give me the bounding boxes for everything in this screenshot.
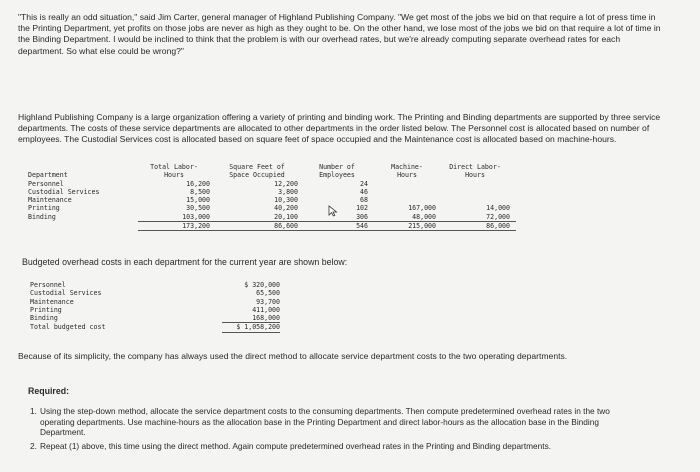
- row-label: Personnel: [28, 179, 64, 188]
- cost-row: [30, 314, 280, 323]
- cost-label: Custodial Services: [30, 289, 102, 298]
- total-machine-hours: 215,000: [378, 222, 440, 231]
- row-label: Printing: [28, 204, 60, 213]
- requirement-item: [30, 406, 640, 438]
- company-paragraph: Highland Publishing Company is a large organization offering a variety of printing and binding work. The Printing and Binding departments are supported by three service departments. The costs of these service departments are allocated to other departments in the order listed below. The Personnel cost is allocated based on number of employees. The Custodial Services cost is allocated based on square feet of space occupied and the Maintenance cost is allocated based on machine-hours.: [18, 112, 661, 145]
- table-header-row: [28, 163, 516, 180]
- total-labor-hours: 173,200: [138, 222, 216, 231]
- simplicity-paragraph: Because of its simplicity, the company has always used the direct method to allocate service department costs to the two operating departments.: [18, 351, 568, 361]
- cell-machine-hours: 167,000: [408, 204, 436, 213]
- cell-square-feet: 20,100: [216, 213, 306, 222]
- header-machine-hours: Machine- Hours: [391, 163, 423, 180]
- intro-paragraph: "This is really an odd situation," said Jim Carter, general manager of Highland Publishing Company. "We get most of the jobs we bid on that require a lot of press time in the Printing Department, yet profits on those jobs are never as high as they ought to be. On the other hand, we lose most of the jobs we bid on that require a lot of time in the Binding Department. I would be inclined to think that the problem is with our overhead rates, but we're already computing separate overhead rates for each department. So what else could be wrong?": [18, 12, 661, 56]
- cost-row: [30, 298, 280, 306]
- cell-square-feet: 12,200: [274, 179, 298, 188]
- cost-amount: 411,000: [252, 305, 280, 314]
- cell-employees: 46: [360, 187, 368, 196]
- cost-amount: 93,700: [256, 297, 280, 306]
- table-row: [28, 196, 516, 204]
- cell-direct-labor-hours: 14,000: [486, 204, 510, 213]
- totals-row: [28, 222, 516, 231]
- cell-machine-hours: 48,000: [378, 213, 440, 222]
- cost-amount: 65,500: [256, 289, 280, 298]
- cell-employees: 306: [306, 213, 378, 222]
- cost-total-row: [30, 323, 280, 332]
- cost-row: [30, 289, 280, 297]
- cell-direct-labor-hours: [440, 188, 516, 196]
- cell-direct-labor-hours: [440, 180, 516, 188]
- cost-label: Maintenance: [30, 297, 74, 306]
- row-label: Maintenance: [28, 196, 72, 205]
- table-row: [28, 204, 516, 212]
- table-row: [28, 180, 516, 188]
- cost-total-label: Total budgeted cost: [30, 323, 106, 332]
- cell-machine-hours: [378, 188, 440, 196]
- cost-total-amount: $ 1,058,200: [222, 323, 280, 332]
- cell-machine-hours: [378, 180, 440, 188]
- cell-square-feet: 40,200: [274, 204, 298, 213]
- cell-square-feet: 10,300: [274, 196, 298, 205]
- cost-row: [30, 306, 280, 314]
- cell-square-feet: 3,800: [278, 187, 298, 196]
- total-square-feet: 86,600: [216, 222, 306, 231]
- requirement-text: Using the step-down method, allocate the service department costs to the consuming departments. Then compute predetermined overhead rates in the two operating departments. Use machine-hours as the allocation base in the Printing Department and direct labor-hours as the allocation base in the Binding Department.: [40, 406, 610, 438]
- requirement-number: 2.: [30, 440, 37, 451]
- cell-employees: 102: [356, 204, 368, 213]
- header-employees: Number of Employees: [319, 163, 355, 180]
- row-label: Custodial Services: [28, 187, 100, 196]
- cell-direct-labor-hours: [440, 196, 516, 204]
- header-department: Department: [28, 171, 68, 180]
- cell-direct-labor-hours: 72,000: [440, 213, 516, 222]
- header-square-feet: Square Feet of Space Occupied: [229, 163, 285, 180]
- cell-labor-hours: 8,500: [190, 187, 210, 196]
- cost-amount: 168,000: [222, 314, 280, 323]
- cost-label: Printing: [30, 305, 62, 314]
- cost-row: [30, 281, 280, 289]
- header-direct-labor-hours: Direct Labor- Hours: [449, 163, 501, 180]
- department-data-table: [28, 163, 516, 231]
- total-direct-labor-hours: 86,000: [440, 222, 516, 231]
- row-label: Binding: [28, 213, 56, 222]
- cell-employees: 68: [360, 196, 368, 205]
- cell-labor-hours: 16,200: [186, 179, 210, 188]
- cell-labor-hours: 103,000: [138, 213, 216, 222]
- cell-labor-hours: 15,000: [186, 196, 210, 205]
- requirement-number: 1.: [30, 406, 37, 416]
- header-labor-hours: Total Labor- Hours: [150, 163, 198, 180]
- table-row: [28, 188, 516, 196]
- requirement-item: [30, 441, 640, 452]
- cell-labor-hours: 30,500: [186, 204, 210, 213]
- cell-machine-hours: [378, 196, 440, 204]
- cell-employees: 24: [360, 179, 368, 188]
- cost-amount: $ 320,000: [244, 281, 280, 289]
- table-row: [28, 213, 516, 222]
- totals-label: [28, 222, 138, 231]
- cost-label: Personnel: [30, 281, 66, 289]
- requirements-list: [30, 406, 640, 454]
- budget-heading: Budgeted overhead costs in each department for the current year are shown below:: [22, 257, 348, 267]
- total-employees: 546: [306, 222, 378, 231]
- budgeted-cost-table: [30, 281, 280, 333]
- mouse-cursor-icon: [328, 205, 338, 217]
- required-heading: Required:: [28, 386, 70, 396]
- requirement-text: Repeat (1) above, this time using the direct method. Again compute predetermined overhead rates in the Printing and Binding departments.: [40, 440, 552, 451]
- cost-label: Binding: [30, 314, 58, 323]
